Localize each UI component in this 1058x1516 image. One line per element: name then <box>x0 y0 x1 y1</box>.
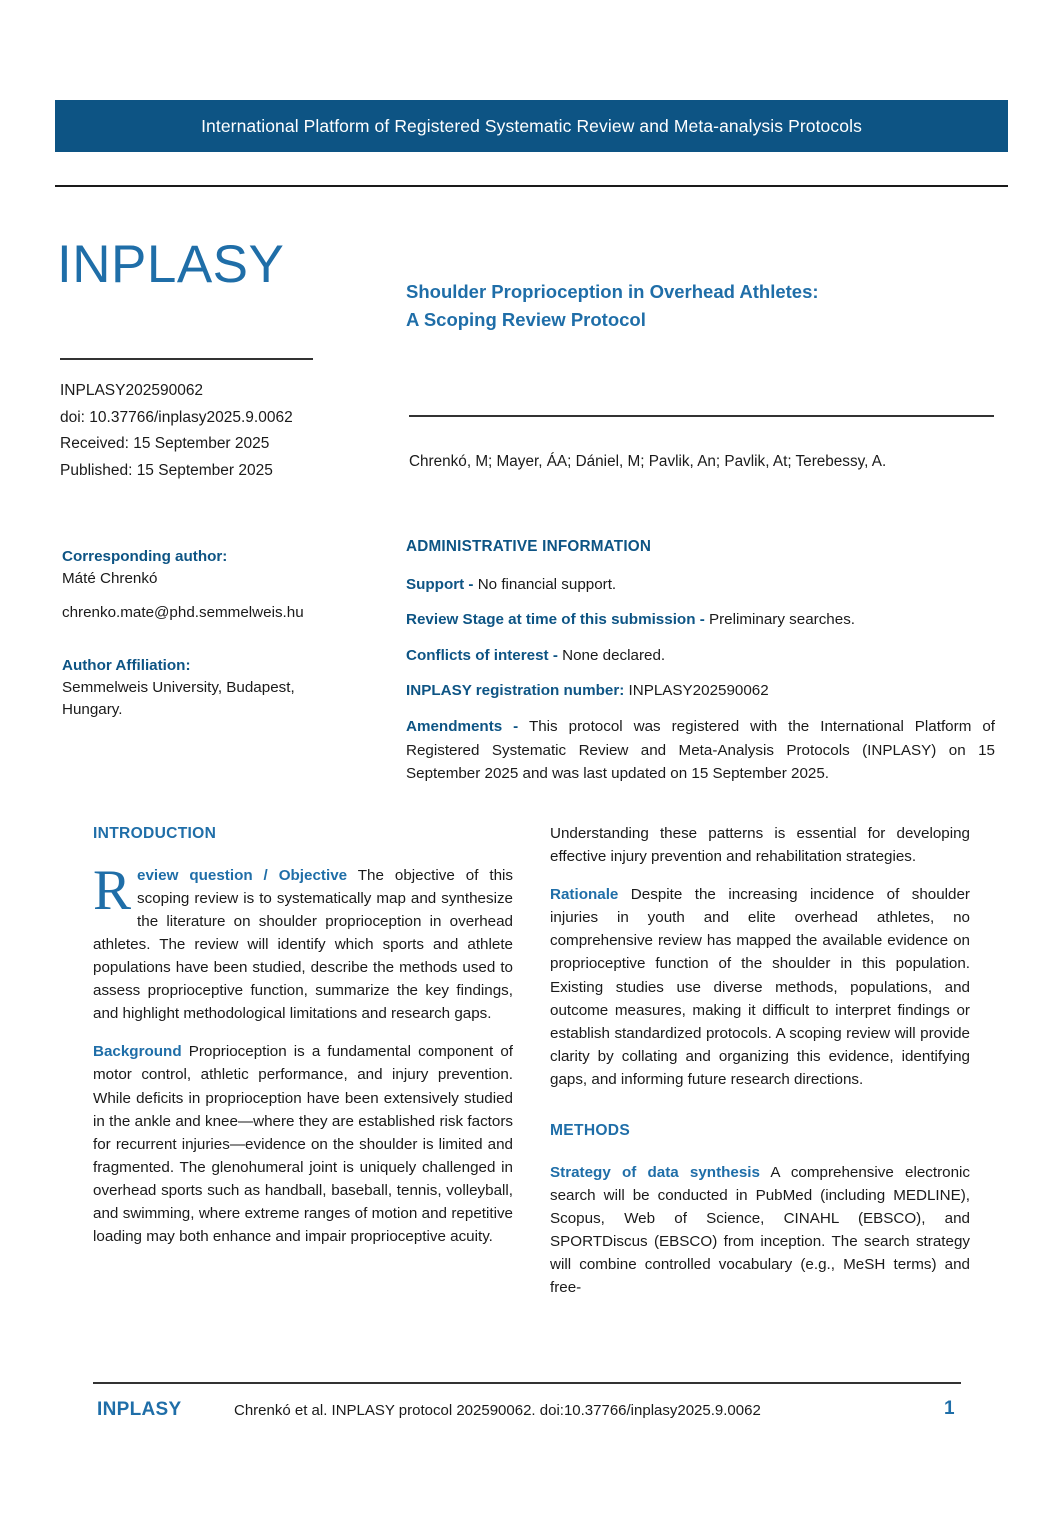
page-banner <box>55 100 1008 152</box>
background-continued-paragraph: Understanding these patterns is essential for developing effective injury prevention and rehabilitation strategies. <box>550 825 970 866</box>
objective-text: The objective of this scoping review is to systematically map and synthesize the literature on shoulder proprioception in overhead athletes. The review will identify which sports and athlete populations have been studied, describe the methods used to assess proprioceptive function, summarize the key findings, and highlight methodological limitations and research gaps. <box>93 866 513 1023</box>
footer-citation: Chrenkó et al. INPLASY protocol 202590062. doi:10.37766/inplasy2025.9.0062 <box>234 1402 761 1419</box>
amendments-label: Amendments - <box>406 717 519 735</box>
inplasy-logo: INPLASY <box>57 235 285 294</box>
rationale-text: Despite the increasing incidence of shoulder injuries in youth and elite overhead athletes, no comprehensive review has mapped the available evidence on proprioceptive function of the shoulder in this population. Existing studies use diverse methods, populations, and outcome measures, making it difficult to interpret findings or establish standardized protocols. A scoping review will provide clarity by collating and organizing this evidence, identifying gaps, and informing future research directions. <box>550 886 970 1088</box>
support-label: Support - <box>406 575 474 593</box>
drop-cap: R <box>93 858 132 922</box>
strategy-label: Strategy of data synthesis <box>550 1163 760 1181</box>
support-value: No financial support. <box>473 575 617 593</box>
rationale-label: Rationale <box>550 886 619 904</box>
corresponding-author-block <box>62 546 362 624</box>
received-date: Received: 15 September 2025 <box>60 435 270 453</box>
strategy-text: A comprehensive electronic search will be conducted in PubMed (including MEDLINE), Scopus, Web of Science, CINAHL (EBSCO), and SPORTDiscus (EBSCO) from inception. The search strategy will combine controlled vocabulary (e.g., MeSH terms) and free- <box>550 1163 970 1297</box>
banner-text: International Platform of Registered Systematic Review and Meta-analysis Protocols <box>201 115 862 136</box>
affiliation-line-2: Hungary. <box>62 701 123 719</box>
background-label: Background <box>93 1043 182 1061</box>
review-stage-value: Preliminary searches. <box>704 611 856 629</box>
background-paragraph <box>93 1040 513 1248</box>
title-line-2: A Scoping Review Protocol <box>406 308 646 330</box>
amendments-value: This protocol was registered with the International Platform of Registered Systematic Review and Meta-Analysis Protocols (INPLASY) on 15 September 2025 and was last updated on 15 September 2025. <box>406 717 995 783</box>
author-affiliation-block <box>62 655 362 721</box>
registration-meta <box>60 378 360 485</box>
administrative-heading: ADMINISTRATIVE INFORMATION <box>406 538 652 555</box>
affiliation-line-1: Semmelweis University, Budapest, <box>62 679 295 697</box>
corresponding-author-label: Corresponding author: <box>62 548 228 565</box>
objective-paragraph <box>93 858 513 1026</box>
author-affiliation-label: Author Affiliation: <box>62 657 191 674</box>
body-column-right <box>550 822 970 1314</box>
registration-row <box>406 679 995 703</box>
introduction-heading: INTRODUCTION <box>93 825 217 842</box>
header-divider <box>55 185 1008 187</box>
title-divider <box>409 415 994 417</box>
methods-heading: METHODS <box>550 1122 631 1140</box>
body-column-left <box>93 822 513 1263</box>
registration-id: INPLASY202590062 <box>60 382 204 399</box>
corresponding-author-email[interactable]: chrenko.mate@phd.semmelweis.hu <box>62 604 304 622</box>
objective-label: eview question / Objective <box>137 866 348 884</box>
review-stage-label: Review Stage at time of this submission - <box>406 611 705 629</box>
logo-divider <box>60 358 313 360</box>
strategy-paragraph <box>550 1161 970 1300</box>
rationale-paragraph <box>550 883 970 1091</box>
conflicts-label: Conflicts of interest - <box>406 646 558 664</box>
support-row <box>406 573 995 597</box>
published-date: Published: 15 September 2025 <box>60 461 273 479</box>
registration-number-value: INPLASY202590062 <box>624 682 769 700</box>
title-line-1: Shoulder Proprioception in Overhead Athletes: <box>406 281 819 302</box>
footer-divider <box>93 1382 961 1384</box>
page-number: 1 <box>944 1398 955 1419</box>
administrative-information <box>406 535 995 798</box>
corresponding-author-name: Máté Chrenkó <box>62 570 158 588</box>
side-note-container <box>1016 228 1040 1328</box>
doi-line: doi: 10.37766/inplasy2025.9.0062 <box>60 408 293 426</box>
conflicts-value: None declared. <box>557 646 666 664</box>
background-text: Proprioception is a fundamental component of motor control, athletic performance, and injury prevention. While deficits in proprioception have been extensively studied in the ankle and knee—where they are established risk factors for recurrent injuries—evidence on the shoulder is limited and fragmented. The glenohumeral joint is uniquely challenged in overhead sports such as handball, baseball, tennis, volleyball, and swimming, where extreme ranges of motion and repetitive loading may both enhance and impair proprioceptive acuity. <box>93 1043 513 1246</box>
review-stage-row <box>406 608 995 632</box>
amendments-row <box>406 715 995 786</box>
footer-brand: INPLASY <box>97 1399 182 1420</box>
conflicts-row <box>406 644 995 668</box>
page-title <box>406 278 966 334</box>
registration-number-label: INPLASY registration number: <box>406 682 625 700</box>
author-list: Chrenkó, M; Mayer, ÁA; Dániel, M; Pavlik, An; Pavlik, At; Terebessy, A. <box>409 453 887 470</box>
